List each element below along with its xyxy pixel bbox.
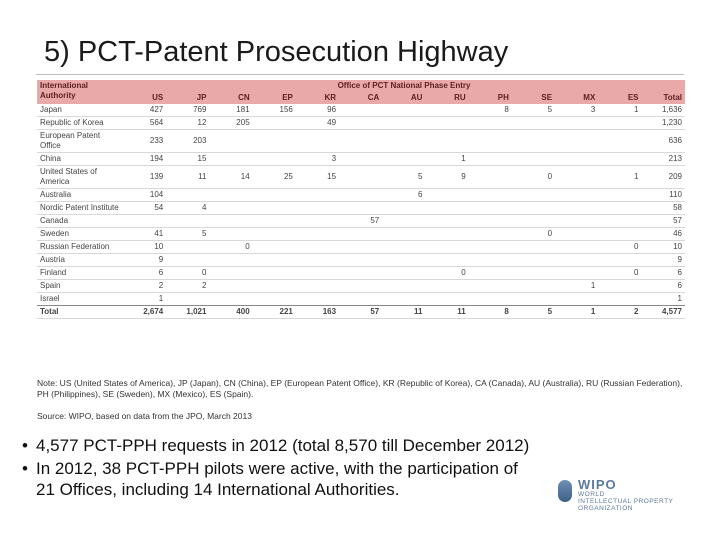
table-row xyxy=(37,267,685,280)
value-cell xyxy=(296,267,339,280)
value-cell: 6 xyxy=(158,268,164,277)
value-cell: 6 xyxy=(677,281,682,290)
bullet-item xyxy=(14,434,704,457)
value-cell xyxy=(512,130,555,153)
value-cell xyxy=(425,241,468,254)
value-cell xyxy=(296,189,339,202)
value-cell xyxy=(425,117,468,130)
value-cell xyxy=(209,153,252,166)
value-cell xyxy=(512,267,555,280)
value-cell xyxy=(339,293,382,306)
value-cell: 1 xyxy=(634,172,639,181)
value-cell xyxy=(469,254,512,267)
value-cell xyxy=(598,153,641,166)
total-cell: 1 xyxy=(555,306,598,319)
value-cell: 564 xyxy=(149,118,164,127)
wipo-emblem-icon xyxy=(558,480,572,502)
value-cell xyxy=(382,104,425,117)
value-cell: 0 xyxy=(245,242,250,251)
value-cell xyxy=(339,280,382,293)
value-cell xyxy=(555,166,598,189)
value-cell xyxy=(469,241,512,254)
value-cell xyxy=(166,215,209,228)
value-cell xyxy=(382,202,425,215)
value-cell xyxy=(512,153,555,166)
value-cell: 2 xyxy=(158,281,164,290)
pph-table xyxy=(37,80,685,319)
title-divider xyxy=(36,74,684,75)
authority-cell: Australia xyxy=(40,190,72,199)
total-cell: 1,021 xyxy=(166,306,209,319)
value-cell xyxy=(382,117,425,130)
total-cell: 221 xyxy=(253,306,296,319)
total-label: Total xyxy=(37,306,123,319)
logo-wordmark: WIPO xyxy=(578,477,617,492)
total-cell: 2 xyxy=(598,306,641,319)
table-row xyxy=(37,293,685,306)
value-cell xyxy=(296,130,339,153)
total-cell: 11 xyxy=(382,306,425,319)
bullet-marker: • xyxy=(22,436,28,455)
table-row xyxy=(37,280,685,293)
authority-header: International Authority xyxy=(37,80,123,104)
value-cell xyxy=(209,202,252,215)
value-cell xyxy=(339,241,382,254)
value-cell xyxy=(425,293,468,306)
value-cell: 15 xyxy=(327,172,337,181)
value-cell: 25 xyxy=(283,172,293,181)
value-cell xyxy=(209,215,252,228)
value-cell: 1,230 xyxy=(661,118,682,127)
value-cell xyxy=(512,202,555,215)
authority-cell: Austria xyxy=(40,255,65,264)
table-row xyxy=(37,153,685,166)
logo-line: INTELLECTUAL PROPERTY xyxy=(578,498,674,505)
value-cell: 54 xyxy=(154,203,164,212)
value-cell xyxy=(253,153,296,166)
value-cell: 233 xyxy=(149,136,164,145)
value-cell xyxy=(512,215,555,228)
authority-cell: Nordic Patent Institute xyxy=(40,203,119,212)
column-header: Total xyxy=(641,92,685,104)
total-cell: 4,577 xyxy=(641,306,685,319)
value-cell: 49 xyxy=(327,118,337,127)
value-cell: 1 xyxy=(634,105,639,114)
value-cell xyxy=(253,280,296,293)
value-cell xyxy=(209,254,252,267)
value-cell: 3 xyxy=(331,154,337,163)
value-cell: 6 xyxy=(677,268,682,277)
value-cell: 2 xyxy=(202,281,207,290)
value-cell xyxy=(253,117,296,130)
value-cell xyxy=(382,153,425,166)
column-header: JP xyxy=(166,92,209,104)
column-header: US xyxy=(123,92,166,104)
value-cell xyxy=(598,280,641,293)
bullet-continuation: 21 Offices, including 14 International Authorities. xyxy=(36,480,400,499)
value-cell: 8 xyxy=(504,105,509,114)
logo-line: WORLD xyxy=(578,491,605,498)
table-row xyxy=(37,241,685,254)
value-cell xyxy=(555,215,598,228)
authority-cell: Spain xyxy=(40,281,61,290)
value-cell xyxy=(296,228,339,241)
total-cell: 8 xyxy=(469,306,512,319)
value-cell: 1 xyxy=(590,281,596,290)
value-cell xyxy=(598,202,641,215)
value-cell xyxy=(469,130,512,153)
bullet-text: 4,577 PCT-PPH requests in 2012 (total 8,570 till December 2012) xyxy=(36,436,530,455)
column-header: RU xyxy=(425,92,468,104)
value-cell xyxy=(209,267,252,280)
value-cell xyxy=(469,293,512,306)
authority-cell: Finland xyxy=(40,268,67,277)
authority-cell: Republic of Korea xyxy=(40,118,104,127)
value-cell xyxy=(166,189,209,202)
authority-cell: Sweden xyxy=(40,229,69,238)
value-cell: 9 xyxy=(158,255,164,264)
value-cell: 6 xyxy=(418,190,423,199)
value-cell: 769 xyxy=(193,105,207,114)
table-row xyxy=(37,130,685,153)
value-cell xyxy=(253,130,296,153)
value-cell: 3 xyxy=(590,105,596,114)
bullet-text: In 2012, 38 PCT-PPH pilots were active, with the participation of xyxy=(36,459,518,478)
value-cell xyxy=(425,254,468,267)
value-cell xyxy=(296,241,339,254)
value-cell: 1 xyxy=(158,294,164,303)
total-cell: 400 xyxy=(209,306,252,319)
value-cell xyxy=(382,267,425,280)
value-cell xyxy=(296,293,339,306)
value-cell: 203 xyxy=(193,136,207,145)
value-cell: 11 xyxy=(198,172,207,181)
value-cell: 1 xyxy=(461,154,466,163)
table-body xyxy=(37,104,685,319)
value-cell xyxy=(555,189,598,202)
value-cell xyxy=(209,293,252,306)
authority-cell: Israel xyxy=(40,294,60,303)
value-cell xyxy=(382,293,425,306)
table-header xyxy=(37,80,685,104)
value-cell xyxy=(339,267,382,280)
value-cell xyxy=(555,130,598,153)
table-row xyxy=(37,117,685,130)
value-cell: 205 xyxy=(236,118,250,127)
authority-cell: Canada xyxy=(40,216,69,225)
table-row xyxy=(37,166,685,189)
value-cell xyxy=(382,254,425,267)
bullet-marker: • xyxy=(22,459,28,478)
logo-line: ORGANIZATION xyxy=(578,505,633,512)
pph-table-container xyxy=(37,80,685,319)
value-cell: 0 xyxy=(634,268,639,277)
value-cell xyxy=(555,293,598,306)
total-cell: 11 xyxy=(425,306,468,319)
value-cell xyxy=(382,215,425,228)
value-cell xyxy=(425,228,468,241)
value-cell: 5 xyxy=(547,105,553,114)
value-cell xyxy=(339,202,382,215)
total-cell: 5 xyxy=(512,306,555,319)
value-cell: 9 xyxy=(461,172,466,181)
value-cell: 213 xyxy=(668,154,682,163)
value-cell xyxy=(469,189,512,202)
value-cell: 181 xyxy=(236,105,250,114)
authority-cell: European Patent Office xyxy=(40,131,101,150)
table-row xyxy=(37,215,685,228)
value-cell: 15 xyxy=(197,154,207,163)
value-cell: 46 xyxy=(673,229,682,238)
value-cell xyxy=(598,254,641,267)
value-cell: 41 xyxy=(154,229,164,238)
value-cell xyxy=(339,153,382,166)
value-cell xyxy=(425,104,468,117)
value-cell xyxy=(469,202,512,215)
value-cell xyxy=(555,254,598,267)
value-cell xyxy=(598,215,641,228)
value-cell xyxy=(469,215,512,228)
group-header: Office of PCT National Phase Entry xyxy=(123,80,685,92)
total-cell: 57 xyxy=(339,306,382,319)
value-cell: 104 xyxy=(149,190,164,199)
column-header: SE xyxy=(512,92,555,104)
value-cell xyxy=(555,202,598,215)
value-cell: 427 xyxy=(149,105,164,114)
value-cell xyxy=(253,241,296,254)
table-row xyxy=(37,189,685,202)
total-cell: 163 xyxy=(296,306,339,319)
total-cell: 2,674 xyxy=(123,306,166,319)
value-cell: 10 xyxy=(673,242,682,251)
value-cell xyxy=(512,254,555,267)
value-cell xyxy=(296,215,339,228)
value-cell xyxy=(469,228,512,241)
value-cell xyxy=(382,280,425,293)
value-cell xyxy=(598,228,641,241)
value-cell xyxy=(339,254,382,267)
column-header: PH xyxy=(469,92,512,104)
value-cell: 0 xyxy=(547,229,553,238)
value-cell xyxy=(512,280,555,293)
table-row xyxy=(37,228,685,241)
value-cell: 58 xyxy=(673,203,682,212)
column-header: AU xyxy=(382,92,425,104)
value-cell: 209 xyxy=(668,172,682,181)
value-cell xyxy=(469,153,512,166)
authority-cell: United States of America xyxy=(40,167,97,186)
value-cell xyxy=(469,117,512,130)
value-cell xyxy=(339,166,382,189)
column-header: KR xyxy=(296,92,339,104)
value-cell xyxy=(555,153,598,166)
table-row xyxy=(37,202,685,215)
authority-cell: Russian Federation xyxy=(40,242,110,251)
value-cell xyxy=(123,215,166,228)
value-cell xyxy=(166,254,209,267)
value-cell xyxy=(166,293,209,306)
value-cell xyxy=(425,202,468,215)
value-cell: 1,636 xyxy=(661,105,682,114)
value-cell xyxy=(469,280,512,293)
value-cell xyxy=(253,215,296,228)
value-cell xyxy=(555,117,598,130)
value-cell xyxy=(425,215,468,228)
value-cell xyxy=(253,189,296,202)
value-cell xyxy=(339,130,382,153)
value-cell xyxy=(425,280,468,293)
value-cell xyxy=(555,241,598,254)
value-cell xyxy=(209,189,252,202)
value-cell xyxy=(253,254,296,267)
value-cell xyxy=(296,254,339,267)
value-cell xyxy=(253,202,296,215)
column-header: CA xyxy=(339,92,382,104)
value-cell xyxy=(425,130,468,153)
column-header: EP xyxy=(253,92,296,104)
value-cell xyxy=(253,293,296,306)
table-row xyxy=(37,104,685,117)
value-cell xyxy=(339,117,382,130)
value-cell xyxy=(512,293,555,306)
value-cell: 9 xyxy=(677,255,682,264)
value-cell xyxy=(469,166,512,189)
value-cell xyxy=(512,117,555,130)
value-cell xyxy=(209,228,252,241)
value-cell: 57 xyxy=(673,216,682,225)
value-cell: 636 xyxy=(668,136,682,145)
value-cell xyxy=(555,228,598,241)
total-row xyxy=(37,306,685,319)
value-cell xyxy=(166,241,209,254)
value-cell: 139 xyxy=(149,172,164,181)
logo-subtitle xyxy=(578,491,673,512)
value-cell xyxy=(425,189,468,202)
value-cell xyxy=(253,267,296,280)
value-cell xyxy=(253,228,296,241)
value-cell xyxy=(339,228,382,241)
value-cell xyxy=(382,241,425,254)
column-header: MX xyxy=(555,92,598,104)
value-cell xyxy=(382,130,425,153)
column-header: CN xyxy=(209,92,252,104)
value-cell xyxy=(339,189,382,202)
value-cell: 10 xyxy=(154,242,164,251)
value-cell: 5 xyxy=(418,172,423,181)
value-cell: 14 xyxy=(240,172,250,181)
value-cell xyxy=(598,130,641,153)
table-source: Source: WIPO, based on data from the JPO, March 2013 xyxy=(37,411,252,421)
value-cell: 156 xyxy=(279,105,293,114)
value-cell: 12 xyxy=(197,118,207,127)
table-row xyxy=(37,254,685,267)
value-cell xyxy=(512,241,555,254)
value-cell: 57 xyxy=(370,216,380,225)
value-cell: 0 xyxy=(634,242,639,251)
value-cell xyxy=(382,228,425,241)
value-cell xyxy=(555,267,598,280)
value-cell: 0 xyxy=(461,268,466,277)
value-cell: 110 xyxy=(669,190,682,199)
value-cell: 5 xyxy=(202,229,207,238)
value-cell: 194 xyxy=(149,154,164,163)
value-cell xyxy=(339,104,382,117)
slide-title: 5) PCT-Patent Prosecution Highway xyxy=(44,36,509,68)
column-header: ES xyxy=(598,92,641,104)
value-cell xyxy=(296,202,339,215)
value-cell: 4 xyxy=(202,203,207,212)
value-cell xyxy=(296,280,339,293)
authority-cell: Japan xyxy=(40,105,62,114)
table-note: Note: US (United States of America), JP (Japan), CN (China), EP (European Patent Office), KR (Republic of Korea), CA (Canada), AU (Australia), RU (Russian Federation), PH (Philippines), SE (Sweden), MX (Mexico), ES (Spain). xyxy=(37,378,683,399)
value-cell xyxy=(209,130,252,153)
value-cell xyxy=(469,267,512,280)
value-cell xyxy=(209,280,252,293)
value-cell xyxy=(598,189,641,202)
value-cell: 0 xyxy=(202,268,207,277)
value-cell xyxy=(512,189,555,202)
value-cell: 1 xyxy=(677,294,682,303)
value-cell: 0 xyxy=(547,172,553,181)
value-cell xyxy=(598,117,641,130)
authority-cell: China xyxy=(40,154,61,163)
value-cell: 96 xyxy=(327,105,337,114)
wipo-logo xyxy=(558,476,698,516)
value-cell xyxy=(598,293,641,306)
